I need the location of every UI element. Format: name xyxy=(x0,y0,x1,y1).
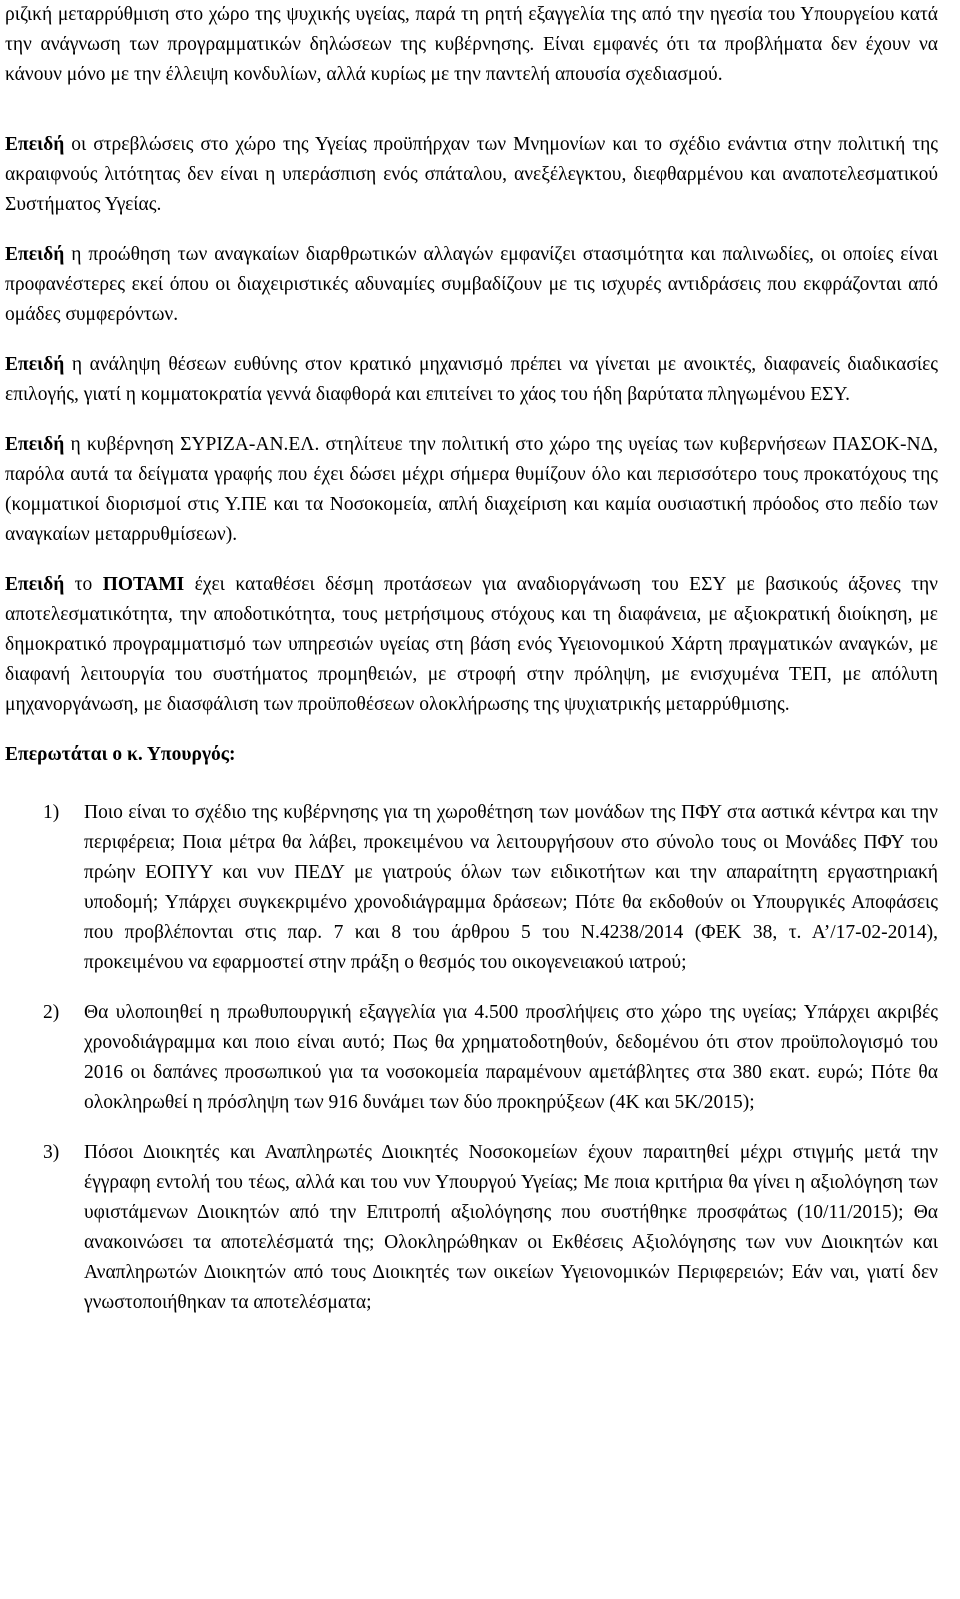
intro-paragraph: ριζική μεταρρύθμιση στο χώρο της ψυχικής υγείας, παρά τη ρητή εξαγγελία της από την ηγεσία του Υπουργείου κατά την ανάγνωση των προγραμματικών δηλώσεων της κυβέρνησης. Είναι εμφανές ότι τα προβλήματα δεν έχουν να κάνουν μόνο με την έλλειψη κονδυλίων, αλλά κυρίως με την παντελή απουσία σχεδιασμού. xyxy=(5,4,938,85)
whereas-paragraph-2 xyxy=(5,240,938,330)
question-item xyxy=(5,1138,938,1318)
whereas-text: οι στρεβλώσεις στο χώρο της Υγείας προϋπήρχαν των Μνημονίων και το σχέδιο ενάντια στην πολιτική της ακραιφνούς λιτότητας δεν είναι η υπεράσπιση ενός σπάταλου, ανεξέλεγκτου, διεφθαρμένου και αναποτελεσματικού Συστήματος Υγείας. xyxy=(5,134,938,215)
question-text: Ποιο είναι το σχέδιο της κυβέρνησης για τη χωροθέτηση των μονάδων της ΠΦΥ στα αστικά κέντρα και την περιφέρεια; Ποια μέτρα θα λάβει, προκειμένου να λειτουργήσουν στο σύνολο τους οι Μονάδες ΠΦΥ του πρώην ΕΟΠΥΥ και νυν ΠΕΔΥ με γιατρούς όλων των ειδικοτήτων και την απαραίτητη εργαστηριακή υποδομή; Υπάρχει συγκεκριμένο χρονοδιάγραμμα δράσεων; Πότε θα εκδοθούν οι Υπουργικές Αποφάσεις που προβλέπονται στις παρ. 7 και 8 του άρθρου 5 του Ν.4238/2014 (ΦΕΚ 38, τ. Α’/17-02-2014), προκειμένου να εφαρμοστεί στην πράξη ο θεσμός του οικογενειακού ιατρού; xyxy=(84,802,938,973)
question-number: 1) xyxy=(43,802,60,823)
whereas-text: η κυβέρνηση ΣΥΡΙΖΑ-ΑΝ.ΕΛ. στηλίτευε την πολιτική στο χώρο της υγείας των κυβερνήσεων ΠΑΣΟΚ-ΝΔ, παρόλα αυτά τα δείγματα γραφής που έχει δώσει μέχρι σήμερα θυμίζουν όλο και περισσότερο τους προκατόχους της (κομματικοί διορισμοί στις Υ.ΠΕ και τα Νοσοκομεία, απλή διαχείριση και καμία ουσιαστική πρόοδος στο πεδίο των αναγκαίων μεταρρυθμίσεων). xyxy=(5,434,938,545)
whereas-keyword: Επειδή xyxy=(5,434,65,455)
whereas-text: η προώθηση των αναγκαίων διαρθρωτικών αλλαγών εμφανίζει στασιμότητα και παλινωδίες, οι οποίες είναι προφανέστερες εκεί όπου οι διαχειριστικές αδυναμίες συμβαδίζουν με τις ισχυρές αντιδράσεις που εκφράζονται από ομάδες συμφερόντων. xyxy=(5,244,938,325)
whereas-paragraph-4 xyxy=(5,430,938,550)
question-number: 3) xyxy=(43,1142,60,1163)
whereas-text: η ανάληψη θέσεων ευθύνης στον κρατικό μηχανισμό πρέπει να γίνεται με ανοικτές, διαφανείς διαδικασίες επιλογής, γιατί η κομματοκρατία γεννά διαφθορά και επιτείνει το χάος του ήδη βαρύτατα πληγωμένου ΕΣΥ. xyxy=(5,354,938,405)
question-number: 2) xyxy=(43,1002,60,1023)
whereas-paragraph-3 xyxy=(5,350,938,410)
whereas-keyword: Επειδή xyxy=(5,354,65,375)
question-text: Πόσοι Διοικητές και Αναπληρωτές Διοικητές Νοσοκομείων έχουν παραιτηθεί μέχρι στιγμής μετά την έγγραφη εντολή του τέως, αλλά και του νυν Υπουργού Υγείας; Με ποια κριτήρια θα γίνει η αξιολόγηση των υφιστάμενων Διοικητών από την Επιτροπή αξιολόγησης που συστήθηκε προσφάτως (10/11/2015); Θα ανακοινώσει τα αποτελέσματά της; Ολοκληρώθηκαν οι Εκθέσεις Αξιολόγησης των νυν Διοικητών και Αναπληρωτών Διοικητών από τους Διοικητές των οικείων Υγειονομικών Περιφερειών; Εάν ναι, γιατί δεν γνωστοποιήθηκαν τα αποτελέσματα; xyxy=(84,1142,938,1313)
party-name: ΠΟΤΑΜΙ xyxy=(102,574,185,595)
question-item xyxy=(5,798,938,978)
question-text: Θα υλοποιηθεί η πρωθυπουργική εξαγγελία για 4.500 προσλήψεις στο χώρο της υγείας; Υπάρχει ακριβές χρονοδιάγραμμα και ποιο είναι αυτό; Πως θα χρηματοδοτηθούν, δεδομένου ότι στον προϋπολογισμό του 2016 οι δαπάνες προσωπικού για τα νοσοκομεία παραμένουν αμετάβλητες στα 380 εκατ. ευρώ; Πότε θα ολοκληρωθεί η πρόσληψη των 916 δυνάμει των δύο προκηρύξεων (4Κ και 5Κ/2015); xyxy=(84,1002,938,1113)
whereas-keyword: Επειδή xyxy=(5,244,65,265)
document-page xyxy=(5,0,938,1338)
question-heading: Επερωτάται ο κ. Υπουργός: xyxy=(5,744,236,765)
whereas-paragraph-1 xyxy=(5,130,938,220)
whereas-paragraph-potami xyxy=(5,570,938,720)
questions-list xyxy=(5,798,938,1318)
whereas-pre-text: το xyxy=(64,574,103,595)
question-item xyxy=(5,998,938,1118)
whereas-text: έχει καταθέσει δέσμη προτάσεων για αναδιοργάνωση του ΕΣΥ με βασικούς άξονες την αποτελεσματικότητα, την αποδοτικότητα, τους μετρήσιμους στόχους και τη διαφάνεια, με αξιοκρατική διοίκηση, με δημοκρατικό προγραμματισμό των υπηρεσιών υγείας στη βάση ενός Υγειονομικού Χάρτη πραγματικών αναγκών, με διαφανή λειτουργία του συστήματος προμηθειών, με στροφή στην πρόληψη, με ενισχυμένα ΤΕΠ, με απόλυτη μηχανοργάνωση, με διασφάλιση των προϋποθέσεων ολοκλήρωσης της ψυχιατρικής μεταρρύθμισης. xyxy=(5,574,939,715)
whereas-keyword: Επειδή xyxy=(5,134,65,155)
whereas-keyword: Επειδή xyxy=(5,574,65,595)
